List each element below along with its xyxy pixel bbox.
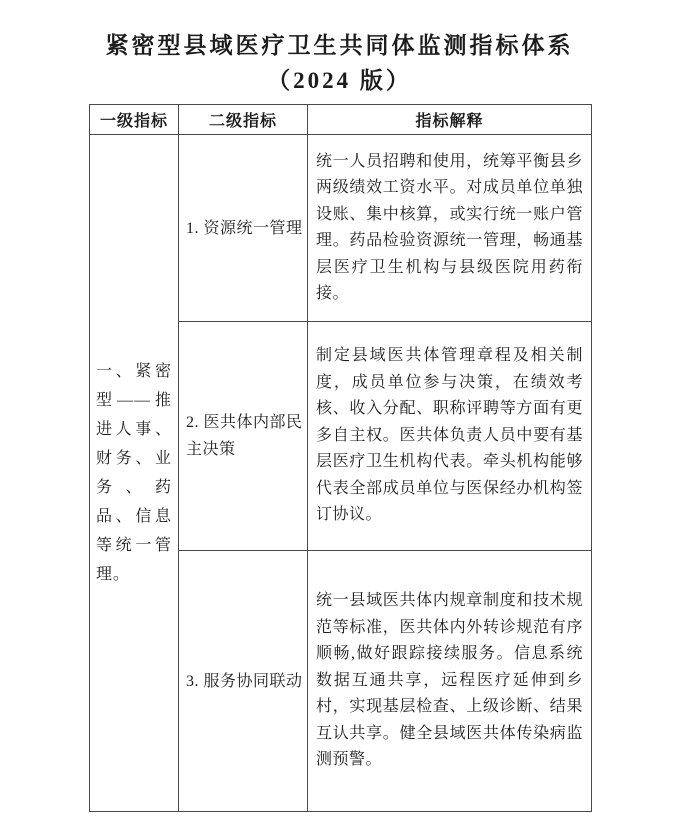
level2-indicator-cell-3: 3. 服务协同联动 bbox=[179, 551, 308, 812]
indicator-table bbox=[89, 104, 592, 812]
table-header-row bbox=[90, 105, 592, 135]
document-title-line2: （2024 版） bbox=[267, 68, 412, 93]
document-title-line1: 紧密型县域医疗卫生共同体监测指标体系 bbox=[105, 33, 574, 58]
table-row-resource-management bbox=[90, 135, 592, 322]
header-level1-indicator: 一级指标 bbox=[90, 105, 179, 135]
indicator-explanation-cell-1: 统一人员招聘和使用，统筹平衡县乡两级绩效工资水平。对成员单位单独设账、集中核算，或实行统一账户管理。药品检验资源统一管理，畅通基层医疗卫生机构与县级医院用药衔接。 bbox=[308, 135, 592, 322]
document-title bbox=[0, 28, 679, 98]
header-level2-indicator: 二级指标 bbox=[179, 105, 308, 135]
level1-indicator-cell: 一、紧密型——推进人事、财务、业务、药品、信息等统一管理。 bbox=[90, 135, 179, 812]
header-indicator-explanation: 指标解释 bbox=[308, 105, 592, 135]
level2-indicator-cell-1: 1. 资源统一管理 bbox=[179, 135, 308, 322]
indicator-explanation-cell-3: 统一县域医共体内规章制度和技术规范等标准，医共体内外转诊规范有序顺畅,做好跟踪接续服务。信息系统数据互通共享，远程医疗延伸到乡村，实现基层检查、上级诊断、结果互认共享。健全县域医共体传染病监测预警。 bbox=[308, 551, 592, 812]
indicator-explanation-cell-2: 制定县域医共体管理章程及相关制度，成员单位参与决策，在绩效考核、收入分配、职称评聘等方面有更多自主权。医共体负责人员中要有基层医疗卫生机构代表。牵头机构能够代表全部成员单位与医保经办机构签订协议。 bbox=[308, 322, 592, 551]
level2-indicator-cell-2: 2. 医共体内部民主决策 bbox=[179, 322, 308, 551]
